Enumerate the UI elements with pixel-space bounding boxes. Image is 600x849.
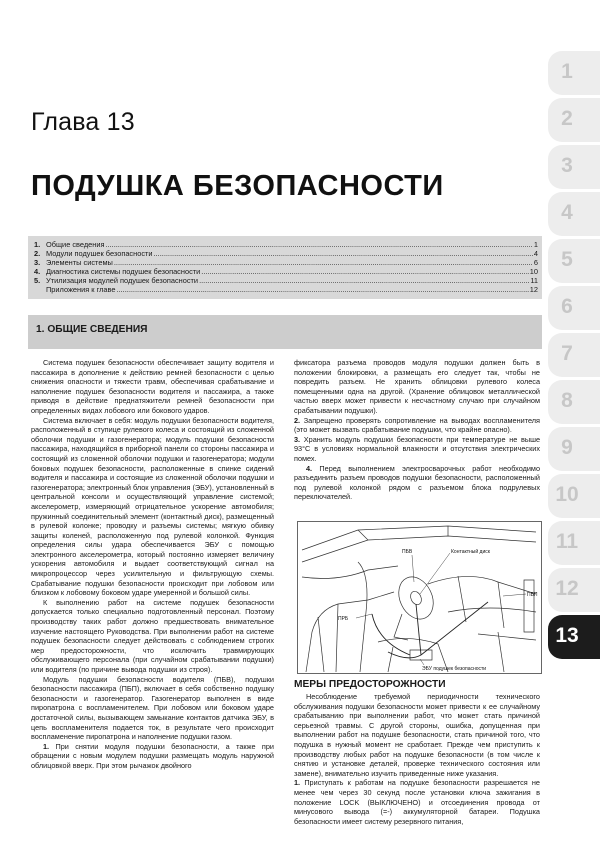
car-interior-illustration xyxy=(298,522,541,673)
toc-entry[interactable]: 2. Модули подушек безопасности ..... 4 xyxy=(34,249,538,258)
label-ecu: ЭБУ подушек безопасности xyxy=(422,666,487,672)
label-contact-disc: Контактный диск xyxy=(451,549,490,555)
paragraph: 3. Хранить модуль подушки безопасности при температуре не выше 93°С в условиях нормальной влажности и отсутствия электрических помех. xyxy=(294,434,540,463)
toc-entry[interactable]: 5. Утилизация модулей подушек безопасности ..... 11 xyxy=(34,276,538,285)
chapter-tab-8[interactable]: 8 xyxy=(548,380,600,424)
paragraph: 1. Приступать к работам на подушке безопасности разрешается не менее чем через 30 секунд после установки ключа зажигания в положение LOCK (ВЫКЛЮЧЕНО) и отсоединения провода от минусового вывода (=-) аккумуляторной батареи. Подушка безопасности имеет систему резервного питания, xyxy=(294,778,540,826)
chapter-tabs xyxy=(548,51,600,661)
left-column xyxy=(31,358,274,771)
paragraph: 2. Запрещено проверять сопротивление на выводах воспламенителя (это может вызвать срабатывание подушки, что крайне опасно). xyxy=(294,415,540,435)
chapter-tab-11[interactable]: 11 xyxy=(548,521,600,565)
chapter-tab-12[interactable]: 12 xyxy=(548,568,600,612)
chapter-title: ПОДУШКА БЕЗОПАСНОСТИ xyxy=(31,170,444,202)
right-column xyxy=(294,358,540,502)
chapter-tab-5[interactable]: 5 xyxy=(548,239,600,283)
measures-heading: МЕРЫ ПРЕДОСТОРОЖНОСТИ xyxy=(294,679,446,690)
chapter-tab-10[interactable]: 10 xyxy=(548,474,600,518)
table-of-contents xyxy=(28,236,542,299)
chapter-tab-6[interactable]: 6 xyxy=(548,286,600,330)
paragraph: 4. Перед выполнением электросварочных работ необходимо разъединить разъем проводов подушки безопасности, расположенный под рулевой колонкой рядом с разъемом блока подрулевых переключателей. xyxy=(294,463,541,502)
chapter-tab-3[interactable]: 3 xyxy=(548,145,600,189)
paragraph: Несоблюдение требуемой периодичности технического обслуживания подушки безопасности может привести к ее случайному срабатыванию при выполнении работ, что может стать причиной серьезной травмы. С другой стороны, ошибка, допущенная при выполнении работ на подушке безопасности, стать причиной того, что подушка в нужный момент не сработает. Прежде чем приступить к производству любых работ на подушке безопасности (в том числе к снятию и установке деталей, проверке технического состояния или замене), внимательно изучить приведенные ниже указания. xyxy=(294,692,540,778)
paragraph: фиксатора разъема проводов модуля подушки должен быть в положении блокировки, а размещать его следует так, чтобы не повредить разъем. Не хранить облицовки рулевого колеса помещенными одна на другой. (Хранение облицовок металлической частью вверх может привести к несчастному случаю при случайном срабатывании подушки). xyxy=(294,358,540,415)
toc-entry[interactable]: 3. Элементы системы ..... 6 xyxy=(34,258,538,267)
paragraph: Модуль подушки безопасности водителя (ПБВ), подушки безопасности пассажира (ПБП), включает в себя собственно подушку безопасности и газогенератор. Газогенератор выполнен в виде пиропатрона с воспламенителем. При лобовом или боковом ударе достаточной силы, вызывающем замыкание контактов датчика ЭБУ, в цепь воспламенителя подается ток, в результате чего происходит воспламенение пиропатрона и наполнение подушки газом. xyxy=(31,674,274,742)
measures-body xyxy=(294,692,540,826)
paragraph: Система подушек безопасности обеспечивает защиту водителя и пассажира в дополнение к действию ремней безопасности с целью снижения опасности и тяжести травм, обеспечивая срабатывание и наполнение подушек безопасности водителя и пассажира, а также приводя в действие преднатяжители ремней безопасности при определенных видах лобового или бокового ударов. xyxy=(31,358,274,415)
chapter-tab-1[interactable]: 1 xyxy=(548,51,600,95)
toc-entry[interactable]: 4. Диагностика системы подушек безопасности ..... 10 xyxy=(34,267,538,276)
label-pbp: ПБП xyxy=(527,592,538,598)
chapter-tab-9[interactable]: 9 xyxy=(548,427,600,471)
chapter-tab-13-active[interactable]: 13 xyxy=(548,615,600,659)
toc-entry[interactable]: 1. Общие сведения ..... 1 xyxy=(34,240,538,249)
paragraph: Система включает в себя: модуль подушки безопасности водителя, расположенный в ступице рулевого колеса и состоящий из сложенной оболочки подушки и газогенератора; модуль подушки безопасности пассажира, находящийся в приборной панели со стороны пассажира и состоящий из сложенной оболочки подушки и газогенератора; модули боковых подушек безопасности, расположенные в спинке сидений водителя и пассажира и состоящие из сложенной оболочки подушки и газогенератора; электронный блок управления (ЭБУ), установленный в центральной консоли и осуществляющий управление системой; акселерометр, измеряющий отрицательное ускорение автомобиля; пружинный соединительный элемент (контактный диск), размещенный в рулевой колонке; проводку и разъемы системы; мягкую обивку защиты коленей, расположенную под рулевой колонкой. Функция определения силы удара обеспечивается ЭБУ с помощью электронного акселерометра, который постоянно измеряет величину ускорения автомобиля и выдает соответствующий сигнал на микропроцессор через усилительную и фильтрующую схемы. Срабатывание подушки безопасности происходит при лобовом или близком к лобовому боковом ударе умеренной и большой силы. xyxy=(31,415,274,598)
chapter-tab-2[interactable]: 2 xyxy=(548,98,600,142)
label-pbv: ПБВ xyxy=(402,549,413,555)
label-prb: ПРБ xyxy=(338,616,349,622)
chapter-tab-7[interactable]: 7 xyxy=(548,333,600,377)
paragraph: К выполнению работ на системе подушек безопасности допускается только специально подготовленный персонал. Поэтому производству таких работ должно предшествовать внимательное изучение настоящего Руководства. При выполнении работ на системе подушек безопасности следует действовать с соблюдением строгих мер предосторожности, что исключить травмирующих обслуживающего персонала (при случайном срабатывании подушки) или водителя (по причине вывода подушки из строя). xyxy=(31,597,274,674)
section-heading-bar xyxy=(28,315,542,349)
airbag-system-figure xyxy=(297,521,542,674)
section-heading: 1. ОБЩИЕ СВЕДЕНИЯ xyxy=(36,324,148,335)
paragraph: 1. При снятии модуля подушки безопасности, а также при обращении с новым модулем подушки размещать модуль наружной облицовкой вверх. При этом рычажок двойного xyxy=(31,741,274,770)
chapter-tab-4[interactable]: 4 xyxy=(548,192,600,236)
toc-entry[interactable]: Приложения к главе ..... 12 xyxy=(34,285,538,294)
chapter-label: Глава 13 xyxy=(31,108,135,136)
